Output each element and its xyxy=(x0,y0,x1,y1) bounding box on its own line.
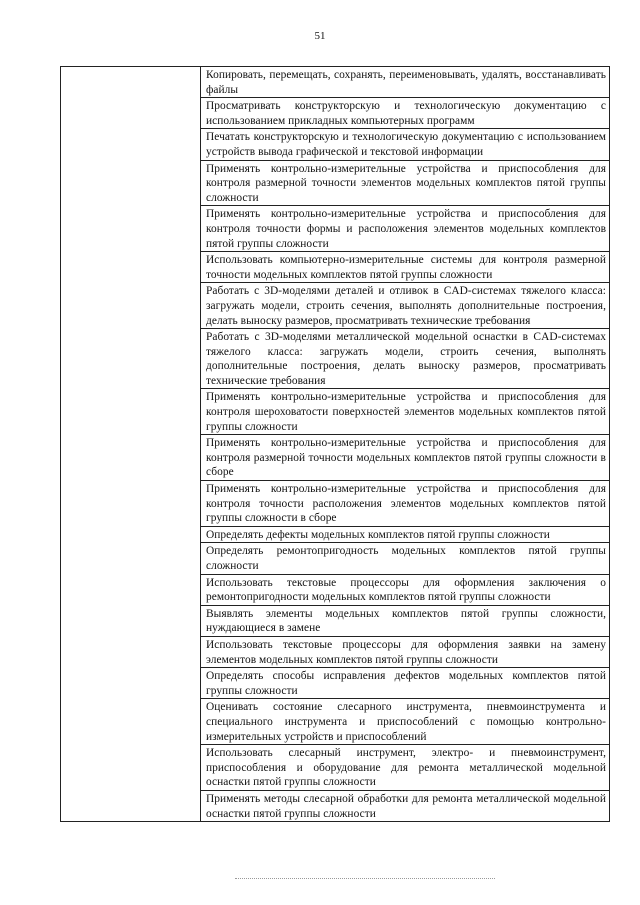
table-cell xyxy=(201,67,610,98)
table-cell xyxy=(201,206,610,252)
cell-text: Применять контрольно-измерительные устройства и приспособления для контроля точности расположения элементов модельных комплектов пятой группы сложности в сборе xyxy=(206,483,606,525)
table-cell xyxy=(201,699,610,745)
cell-text: Использовать компьютерно-измерительные системы для контроля размерной точности модельных комплектов пятой группы сложности xyxy=(206,254,606,281)
table-cell xyxy=(201,435,610,481)
cell-text: Применять контрольно-измерительные устройства и приспособления для контроля размерной точности элементов модельных комплектов пятой группы сложности xyxy=(206,162,606,204)
left-column-cell xyxy=(61,67,201,822)
table-cell xyxy=(201,252,610,283)
table-cell xyxy=(201,605,610,636)
cell-text: Применять методы слесарной обработки для ремонта металлической модельной оснастки пятой группы сложности xyxy=(206,792,606,820)
scan-artifact-line xyxy=(235,878,495,879)
cell-text: Определять дефекты модельных комплектов пятой группы сложности xyxy=(206,528,550,541)
cell-text: Использовать текстовые процессоры для оформления заключения о ремонтопригодности модельных комплектов пятой группы сложности xyxy=(206,576,606,604)
cell-text: Применять контрольно-измерительные устройства и приспособления для контроля шероховатости поверхностей элементов модельных комплектов пятой группы сложности xyxy=(206,391,606,433)
table-cell xyxy=(201,574,610,605)
cell-text: Копировать, перемещать, сохранять, переименовывать, удалять, восстанавливать файлы xyxy=(206,69,606,96)
table-cell xyxy=(201,389,610,435)
cell-text: Использовать текстовые процессоры для оформления заявки на замену элементов модельных комплектов пятой группы сложности xyxy=(206,638,606,666)
table-cell xyxy=(201,129,610,160)
table-cell xyxy=(201,160,610,206)
cell-text: Оценивать состояние слесарного инструмента, пневмоинструмента и специального инструмента и приспособлений с помощью контрольно-измерительных устройств и приспособлений xyxy=(206,701,606,743)
table-cell xyxy=(201,98,610,129)
cell-text: Работать с 3D-моделями металлической модельной оснастки в CAD-системах тяжелого класса: загружать модели, строить сечения, выполнять дополнительные построения, делать выноску размеров, просматривать технические требования xyxy=(206,331,606,387)
table-cell xyxy=(201,543,610,574)
table-cell xyxy=(201,283,610,329)
cell-text: Применять контрольно-измерительные устройства и приспособления для контроля размерной точности модельных комплектов пятой группы сложности в сборе xyxy=(206,437,606,479)
page-number: 51 xyxy=(314,30,326,42)
table-cell xyxy=(201,790,610,821)
table-cell xyxy=(201,481,610,527)
table-cell xyxy=(201,636,610,667)
cell-text: Определять ремонтопригодность модельных комплектов пятой группы сложности xyxy=(206,545,606,572)
table-row xyxy=(61,67,610,98)
skills-table xyxy=(60,66,610,822)
table-cell xyxy=(201,668,610,699)
cell-text: Выявлять элементы модельных комплектов пятой группы сложности, нуждающиеся в замене xyxy=(206,607,606,635)
cell-text: Работать с 3D-моделями деталей и отливок в CAD-системах тяжелого класса: загружать модели, строить сечения, выполнять дополнительные построения, делать выноску размеров, просматривать технические требования xyxy=(206,285,606,327)
table-cell xyxy=(201,526,610,543)
cell-text: Определять способы исправления дефектов модельных комплектов пятой группы сложности xyxy=(206,670,606,697)
table-cell xyxy=(201,329,610,389)
cell-text: Использовать слесарный инструмент, электро- и пневмоинструмент, приспособления и оборудование для ремонта металлической модельной оснастки пятой группы сложности xyxy=(206,747,606,789)
cell-text: Печатать конструкторскую и технологическую документацию с использованием устройств вывода графической и текстовой информации xyxy=(206,131,606,158)
table-cell xyxy=(201,745,610,791)
cell-text: Применять контрольно-измерительные устройства и приспособления для контроля точности формы и расположения элементов модельных комплектов пятой группы сложности xyxy=(206,208,606,250)
cell-text: Просматривать конструкторскую и технологическую документацию с использованием прикладных компьютерных программ xyxy=(206,100,606,127)
